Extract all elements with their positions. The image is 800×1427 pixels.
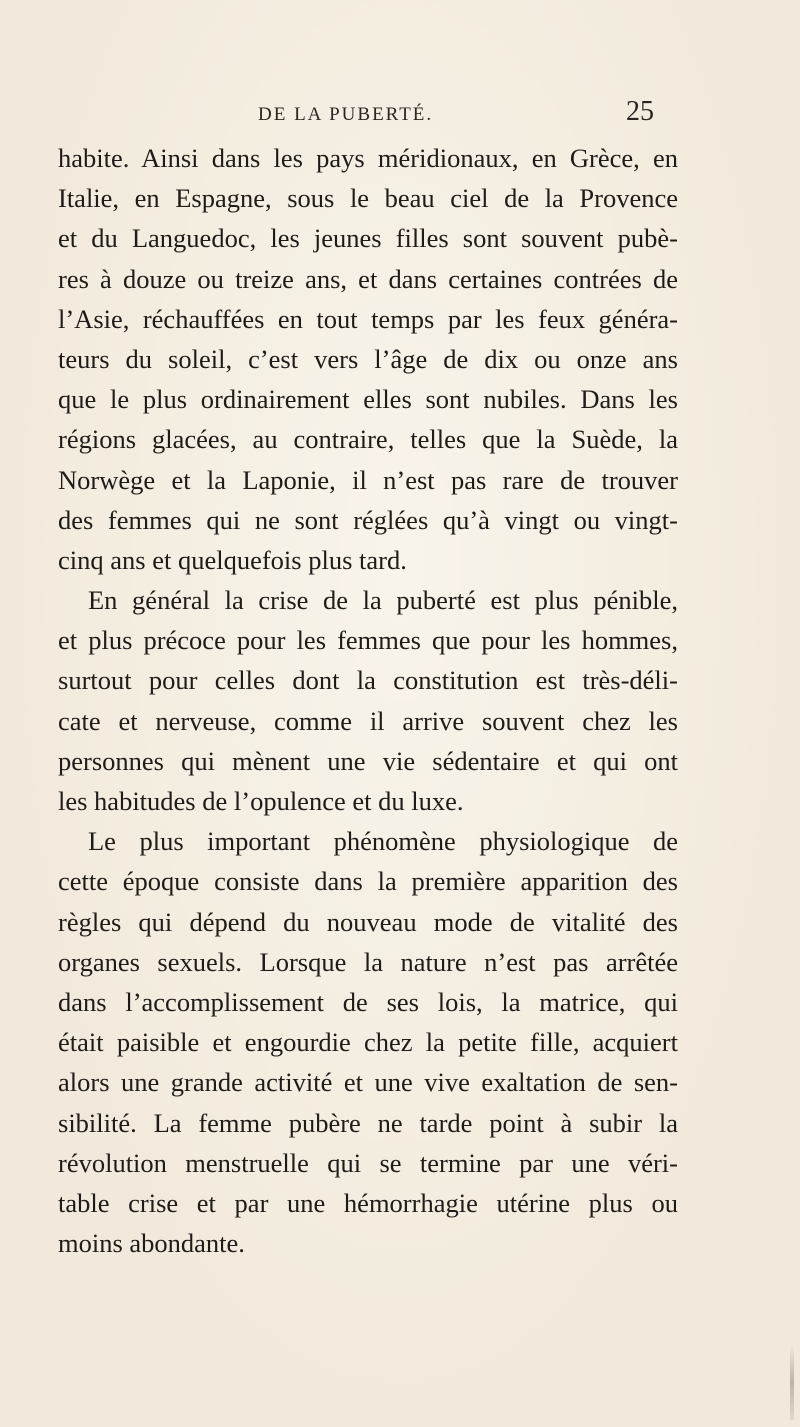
text-line: moins abondante. (58, 1228, 245, 1259)
page-edge-shadow (790, 1345, 794, 1420)
text-line: organes sexuels. Lorsque la nature n’est pas arrêtée (58, 946, 678, 977)
text-line: régions glacées, au contraire, telles que la Suède, la (58, 424, 678, 455)
text-line: cate et nerveuse, comme il arrive souvent chez les (58, 705, 678, 736)
text-line: que le plus ordinairement elles sont nubiles. Dans les (58, 384, 678, 415)
text-line: des femmes qui ne sont réglées qu’à vingt ou vingt- (58, 504, 678, 535)
text-line: et plus précoce pour les femmes que pour les hommes, (58, 625, 678, 656)
text-line: Norwège et la Laponie, il n’est pas rare de trouver (58, 464, 678, 495)
text-line: et du Languedoc, les jeunes filles sont souvent pubè- (58, 223, 678, 254)
running-head: DE LA PUBERTÉ. (258, 104, 434, 125)
page-header (0, 94, 800, 134)
text-line: les habitudes de l’opulence et du luxe. (58, 786, 464, 816)
text-line: table crise et par une hémorrhagie utérine plus ou (58, 1187, 678, 1218)
text-line: sibilité. La femme pubère ne tarde point à subir la (58, 1107, 678, 1138)
text-line: était paisible et engourdie chez la petite fille, acquiert (58, 1027, 678, 1058)
text-line: alors une grande activité et une vive exaltation de sen- (58, 1067, 678, 1098)
page-number: 25 (626, 96, 654, 127)
text-line: l’Asie, réchauffées en tout temps par les feux généra- (58, 303, 678, 334)
text-line: règles qui dépend du nouveau mode de vitalité des (58, 906, 678, 937)
text-line: surtout pour celles dont la constitution est très-déli- (58, 665, 678, 696)
text-line: cette époque consiste dans la première apparition des (58, 866, 678, 897)
text-line: En général la crise de la puberté est plus pénible, (88, 585, 678, 616)
text-line: res à douze ou treize ans, et dans certaines contrées de (58, 263, 678, 294)
text-line: Italie, en Espagne, sous le beau ciel de la Provence (58, 183, 678, 214)
text-line: Le plus important phénomène physiologique de (88, 826, 678, 857)
body-text (58, 138, 678, 1263)
text-line: révolution menstruelle qui se termine par une véri- (58, 1147, 678, 1178)
text-line: teurs du soleil, c’est vers l’âge de dix ou onze ans (58, 343, 678, 374)
text-line: cinq ans et quelquefois plus tard. (58, 544, 407, 575)
text-line: dans l’accomplissement de ses lois, la matrice, qui (58, 986, 678, 1017)
text-line: habite. Ainsi dans les pays méridionaux, en Grèce, en (58, 143, 678, 173)
text-line: personnes qui mènent une vie sédentaire et qui ont (58, 745, 678, 776)
